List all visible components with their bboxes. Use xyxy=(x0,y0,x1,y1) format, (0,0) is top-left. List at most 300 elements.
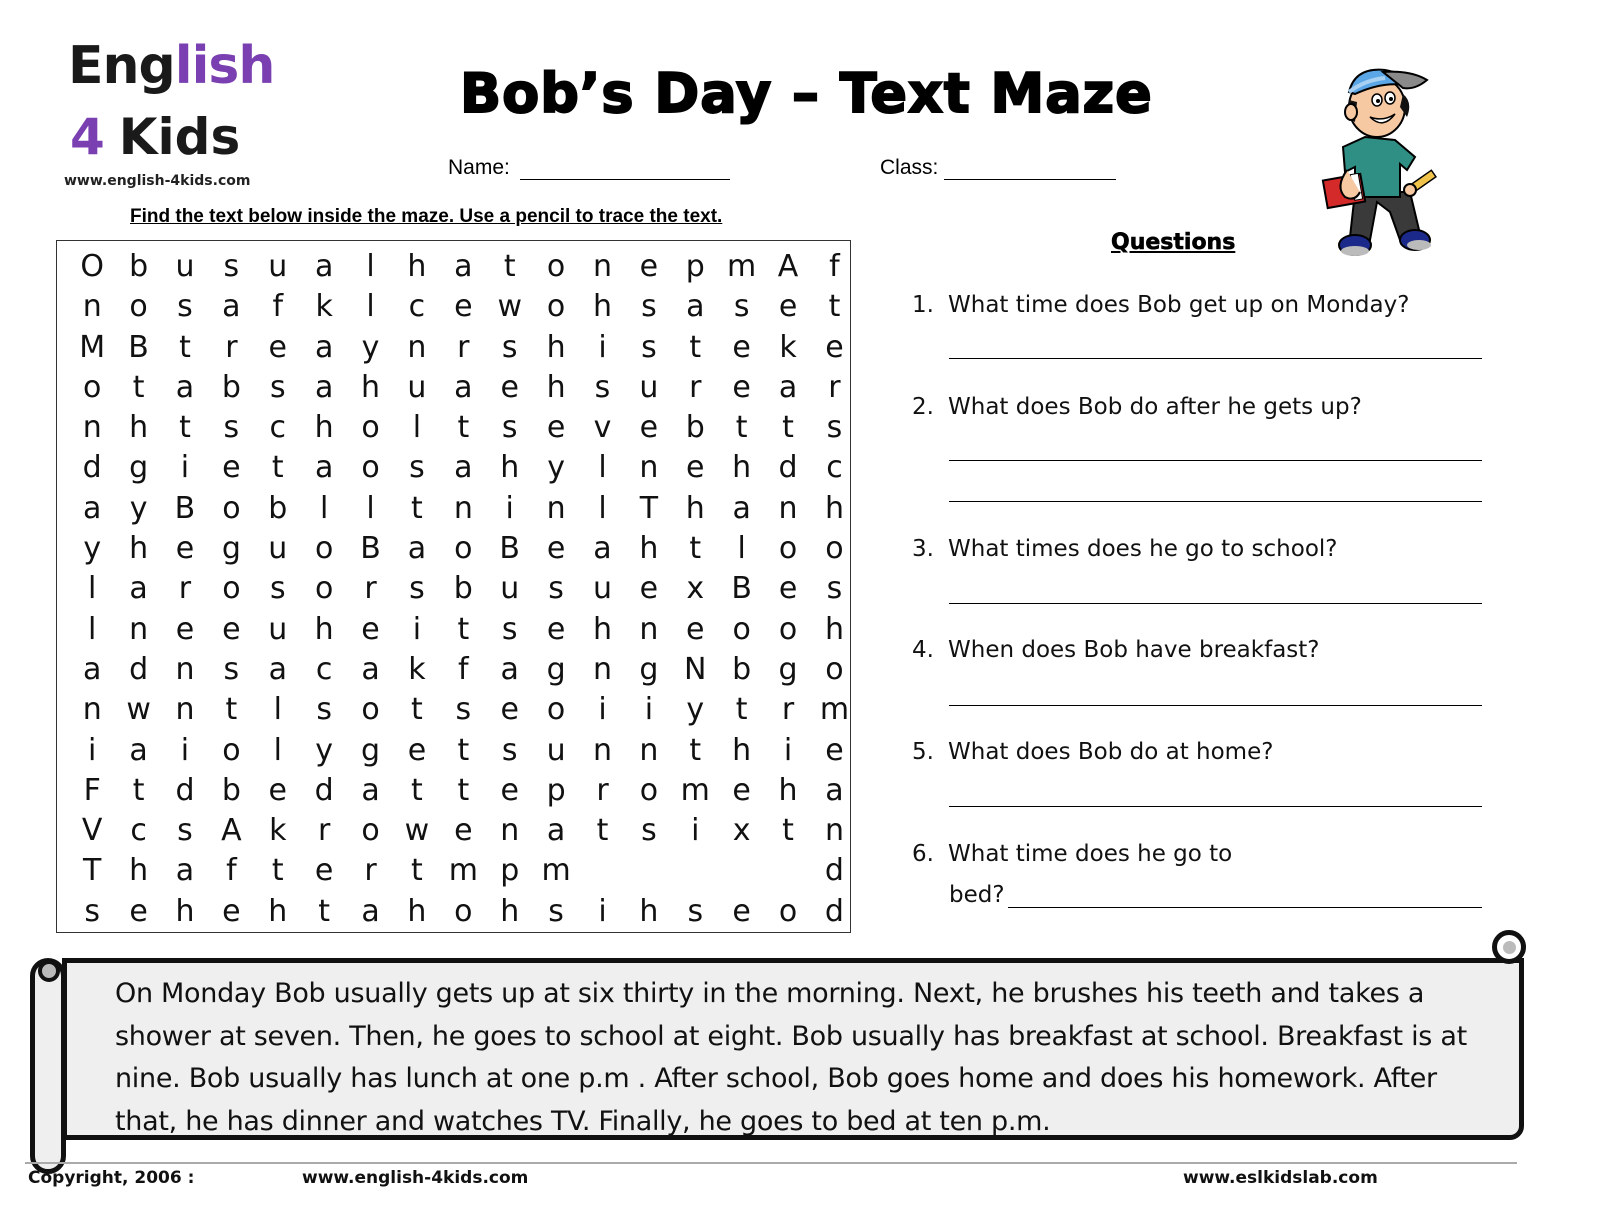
maze-cell: p xyxy=(546,772,566,808)
maze-cell: o xyxy=(825,531,844,567)
page-title: Bob’s Day – Text Maze xyxy=(460,62,1153,125)
maze-cell: e xyxy=(175,531,195,567)
maze-cell: m xyxy=(819,692,850,728)
maze-cell: t xyxy=(179,410,191,446)
maze-cell: l xyxy=(366,249,375,284)
maze-cell: t xyxy=(689,732,702,768)
maze-cell: b xyxy=(129,249,149,284)
maze-cell: u xyxy=(268,249,288,284)
maze-cell: b xyxy=(221,369,241,405)
maze-cell: w xyxy=(126,692,151,728)
maze-cell: e xyxy=(732,329,751,365)
maze-cell: a xyxy=(314,249,334,284)
name-blank-line[interactable] xyxy=(520,160,730,180)
maze-cell: n xyxy=(500,813,520,849)
maze-cell: b xyxy=(732,651,752,687)
maze-cell: t xyxy=(271,853,284,889)
word-maze xyxy=(56,240,851,933)
maze-cell: b xyxy=(453,571,473,607)
answer-line-2a[interactable] xyxy=(949,460,1482,461)
maze-cell: h xyxy=(500,893,520,929)
maze-cell: g xyxy=(639,651,659,687)
maze-cell: b xyxy=(685,410,705,446)
maze-cell: o xyxy=(222,571,241,607)
maze-cell: N xyxy=(684,651,707,687)
maze-cell: d xyxy=(824,893,844,929)
maze-cell: o xyxy=(546,692,566,728)
maze-cell: y xyxy=(361,329,380,365)
maze-cell: e xyxy=(222,611,241,647)
scroll-roll-left xyxy=(30,958,66,1174)
maze-cell: a xyxy=(454,249,473,284)
maze-cell: t xyxy=(179,329,191,365)
maze-cell: s xyxy=(641,329,657,365)
footer-link-eslkidslab[interactable]: www.eslkidslab.com xyxy=(1183,1168,1378,1188)
maze-cell: o xyxy=(825,651,844,687)
maze-cell: i xyxy=(598,893,607,929)
maze-cell: f xyxy=(226,853,237,889)
class-label: Class: xyxy=(880,156,939,179)
maze-cell: e xyxy=(268,772,287,808)
question-text: What does Bob do after he gets up? xyxy=(948,394,1362,420)
maze-cell: e xyxy=(686,611,705,647)
maze-cell: h xyxy=(824,611,844,647)
maze-cell: o xyxy=(129,289,148,325)
maze-cell: u xyxy=(268,531,288,567)
maze-cell: a xyxy=(732,490,751,526)
maze-cell: a xyxy=(825,772,844,808)
maze-cell: n xyxy=(82,289,102,325)
maze-cell: f xyxy=(458,651,469,687)
maze-cell: a xyxy=(593,531,612,567)
maze-cell: t xyxy=(689,531,702,567)
maze-cell: e xyxy=(825,732,844,768)
maze-cell: i xyxy=(412,611,422,647)
maze-cell: d xyxy=(778,450,798,486)
maze-cell: e xyxy=(546,611,566,647)
maze-cell: b xyxy=(221,772,241,808)
maze-cell xyxy=(579,851,625,891)
maze-cell: e xyxy=(778,571,798,607)
maze-cell: v xyxy=(593,410,612,446)
maze-cell: m xyxy=(727,249,757,284)
maze-cell: a xyxy=(222,289,241,325)
logo-wordmark-4kids xyxy=(70,108,241,166)
maze-cell: s xyxy=(501,329,518,365)
maze-grid xyxy=(69,247,858,932)
maze-cell: i xyxy=(88,732,97,768)
maze-cell: n xyxy=(639,732,659,768)
maze-cell: B xyxy=(499,531,520,567)
maze-cell: o xyxy=(639,772,659,808)
maze-cell: p xyxy=(685,249,705,284)
maze-cell: F xyxy=(83,772,101,808)
maze-cell: s xyxy=(641,289,657,325)
maze-cell: s xyxy=(177,289,193,325)
story-line: nine. Bob usually has lunch at one p.m . After school, Bob goes home and does his homework. After xyxy=(115,1063,1437,1094)
question-number: 5. xyxy=(912,739,934,765)
maze-cell: g xyxy=(778,651,798,687)
maze-cell: k xyxy=(408,651,426,687)
maze-cell: B xyxy=(174,490,196,526)
question-number: 6. xyxy=(912,841,934,867)
maze-cell: e xyxy=(732,772,751,808)
maze-cell: A xyxy=(777,249,799,284)
story-line: shower at seven. Then, he goes to school at eight. Bob usually has breakfast at school. Breakfast is at xyxy=(115,1020,1467,1052)
maze-cell: B xyxy=(731,571,752,607)
maze-cell: s xyxy=(594,369,611,405)
maze-cell: e xyxy=(686,450,705,486)
maze-cell: c xyxy=(315,651,333,687)
maze-cell: g xyxy=(129,450,149,486)
maze-cell xyxy=(626,851,672,891)
maze-cell: t xyxy=(132,369,145,405)
question-text: What times does he go to school? xyxy=(948,536,1338,562)
maze-cell: i xyxy=(180,450,190,486)
maze-cell: a xyxy=(454,450,473,486)
maze-cell: o xyxy=(361,450,380,486)
maze-cell: a xyxy=(686,289,705,325)
maze-cell: o xyxy=(361,410,380,446)
maze-cell: h xyxy=(592,289,612,325)
maze-cell: l xyxy=(88,571,97,607)
maze-cell: h xyxy=(732,732,752,768)
maze-cell: e xyxy=(639,571,659,607)
maze-cell: a xyxy=(314,369,334,405)
maze-cell: s xyxy=(455,692,472,728)
question-5 xyxy=(912,739,1273,765)
maze-cell: t xyxy=(782,813,794,849)
question-number: 3. xyxy=(912,536,934,562)
maze-cell: t xyxy=(411,853,423,889)
maze-cell: a xyxy=(361,772,380,808)
maze-cell: h xyxy=(732,450,752,486)
answer-line-5[interactable] xyxy=(949,806,1482,807)
logo-text-4: 4 xyxy=(70,108,105,166)
maze-cell: r xyxy=(781,692,795,728)
maze-cell: d xyxy=(175,772,195,808)
question-number: 1. xyxy=(912,292,934,318)
maze-cell: a xyxy=(546,813,566,849)
answer-line-3[interactable] xyxy=(949,603,1482,604)
maze-cell: n xyxy=(592,249,612,284)
maze-cell: n xyxy=(175,692,195,728)
maze-cell: e xyxy=(314,853,334,889)
maze-cell: n xyxy=(546,490,566,526)
maze-cell: o xyxy=(361,692,380,728)
maze-cell: e xyxy=(361,611,380,647)
maze-cell: n xyxy=(407,329,427,365)
maze-cell: d xyxy=(824,853,844,889)
maze-cell: s xyxy=(548,893,564,929)
question-text: When does Bob have breakfast? xyxy=(948,637,1320,663)
question-4 xyxy=(912,637,1320,663)
maze-cell: k xyxy=(315,289,333,325)
maze-cell: g xyxy=(361,732,381,768)
maze-cell: o xyxy=(732,611,751,647)
maze-cell: a xyxy=(175,853,195,889)
maze-cell: a xyxy=(454,369,473,405)
maze-cell: t xyxy=(503,249,516,284)
maze-cell: n xyxy=(82,692,102,728)
maze-cell: n xyxy=(824,813,844,849)
maze-cell: h xyxy=(268,893,288,929)
logo-url: www.english-4kids.com xyxy=(64,173,251,189)
answer-line-4[interactable] xyxy=(949,705,1482,706)
question-3 xyxy=(912,536,1337,562)
maze-cell: u xyxy=(407,369,427,405)
maze-cell: u xyxy=(500,571,520,607)
maze-cell: s xyxy=(733,289,750,325)
maze-cell: h xyxy=(546,369,566,405)
maze-cell: f xyxy=(272,289,284,325)
maze-cell: n xyxy=(778,490,798,526)
maze-cell: c xyxy=(130,813,147,849)
maze-cell: a xyxy=(361,651,380,687)
maze-cell: k xyxy=(269,813,287,849)
maze-cell: s xyxy=(177,813,193,849)
maze-cell: t xyxy=(457,611,470,647)
maze-cell: n xyxy=(592,651,612,687)
logo-text-kids: Kids xyxy=(118,108,241,166)
scroll-body xyxy=(62,958,1524,1140)
maze-cell: d xyxy=(314,772,334,808)
maze-cell: h xyxy=(129,410,149,446)
maze-cell: s xyxy=(223,249,240,284)
logo-wordmark-english xyxy=(68,36,275,96)
questions-heading: Questions xyxy=(1111,230,1236,255)
maze-cell: y xyxy=(315,732,334,768)
maze-cell: M xyxy=(79,329,106,365)
maze-cell: u xyxy=(546,732,566,768)
maze-cell: e xyxy=(825,329,844,365)
maze-cell: y xyxy=(547,450,565,486)
maze-cell: t xyxy=(271,450,284,486)
maze-cell: t xyxy=(411,490,423,526)
maze-cell: e xyxy=(500,369,519,405)
maze-cell: h xyxy=(778,772,798,808)
maze-cell: d xyxy=(129,651,149,687)
maze-cell: t xyxy=(689,329,702,365)
maze-cell: o xyxy=(546,289,566,325)
maze-cell: s xyxy=(826,571,843,607)
maze-cell: e xyxy=(639,249,659,284)
maze-cell: B xyxy=(128,329,149,365)
footer-copyright: Copyright, 2006 : xyxy=(28,1168,195,1188)
question-number: 4. xyxy=(912,637,934,663)
maze-cell: t xyxy=(457,732,470,768)
maze-cell: y xyxy=(129,490,148,526)
footer-link-english4kids[interactable]: www.english-4kids.com xyxy=(302,1168,529,1188)
maze-cell: w xyxy=(404,813,430,849)
question-text: What time does Bob get up on Monday? xyxy=(948,292,1410,318)
story-line: On Monday Bob usually gets up at six thirty in the morning. Next, he brushes his teeth and takes a xyxy=(115,978,1425,1009)
maze-cell: m xyxy=(680,772,710,808)
maze-cell: a xyxy=(175,369,195,405)
maze-cell: h xyxy=(639,531,659,567)
maze-cell: B xyxy=(360,531,381,567)
maze-cell: n xyxy=(453,490,473,526)
maze-cell: o xyxy=(222,732,241,768)
logo-text-lish: lish xyxy=(174,36,275,96)
maze-cell: f xyxy=(829,249,840,284)
maze-cell: e xyxy=(546,531,566,567)
question-text: What time does he go to xyxy=(948,841,1233,867)
maze-cell: s xyxy=(316,692,332,728)
maze-cell: y xyxy=(686,692,705,728)
maze-cell: a xyxy=(129,571,148,607)
maze-cell: r xyxy=(364,853,377,889)
maze-cell: o xyxy=(361,813,380,849)
maze-cell: u xyxy=(639,369,659,405)
maze-cell: h xyxy=(407,249,427,284)
maze-cell: r xyxy=(596,772,609,808)
scroll-curl-right-icon xyxy=(1492,930,1526,964)
maze-cell: a xyxy=(314,450,334,486)
maze-cell: t xyxy=(411,772,423,808)
maze-cell: l xyxy=(412,410,422,446)
answer-line-6[interactable] xyxy=(1008,907,1482,908)
maze-cell: t xyxy=(596,813,609,849)
maze-cell: t xyxy=(782,410,794,446)
english-4-kids-logo xyxy=(62,36,277,195)
maze-cell: r xyxy=(828,369,841,405)
maze-cell: h xyxy=(500,450,520,486)
maze-cell: s xyxy=(687,893,704,929)
maze-cell: s xyxy=(269,369,286,405)
maze-cell: h xyxy=(314,611,334,647)
maze-cell: o xyxy=(454,531,473,567)
maze-cell: t xyxy=(411,692,423,728)
answer-line-2b[interactable] xyxy=(949,501,1482,502)
maze-cell: o xyxy=(222,490,241,526)
maze-cell: m xyxy=(448,853,478,889)
maze-cell: t xyxy=(225,692,238,728)
maze-cell: a xyxy=(361,893,380,929)
maze-cell: a xyxy=(778,369,798,405)
maze-cell: i xyxy=(598,329,607,365)
maze-cell: o xyxy=(778,531,798,567)
maze-cell: h xyxy=(175,893,195,929)
maze-cell: n xyxy=(82,410,102,446)
maze-cell: w xyxy=(497,289,522,325)
maze-cell: V xyxy=(81,813,103,849)
maze-cell: e xyxy=(268,329,287,365)
maze-cell: e xyxy=(778,289,798,325)
maze-cell: e xyxy=(129,893,148,929)
maze-cell: a xyxy=(500,651,519,687)
maze-cell: o xyxy=(454,893,473,929)
maze-cell: d xyxy=(82,450,102,486)
maze-cell: t xyxy=(828,289,841,325)
maze-cell: e xyxy=(222,450,241,486)
maze-cell: h xyxy=(639,893,659,929)
story-line: that, he has dinner and watches TV. Finally, he goes to bed at ten p.m. xyxy=(115,1105,1051,1137)
maze-cell: h xyxy=(129,853,149,889)
maze-cell: e xyxy=(175,611,195,647)
maze-cell: i xyxy=(598,692,607,728)
maze-cell: l xyxy=(366,490,375,526)
maze-cell: x xyxy=(732,813,751,849)
maze-cell: c xyxy=(408,289,426,325)
maze-cell: k xyxy=(779,329,797,365)
maze-cell: s xyxy=(409,571,425,607)
maze-cell: s xyxy=(409,450,425,486)
maze-cell: p xyxy=(500,853,520,889)
maze-cell: e xyxy=(500,692,519,728)
maze-cell: s xyxy=(269,571,286,607)
maze-cell: e xyxy=(454,289,473,325)
maze-cell: g xyxy=(221,531,241,567)
maze-cell: r xyxy=(457,329,470,365)
maze-cell: o xyxy=(314,571,334,607)
maze-cell: h xyxy=(314,410,334,446)
maze-cell xyxy=(672,851,718,891)
maze-cell xyxy=(765,851,811,891)
maze-cell: l xyxy=(598,490,607,526)
maze-cell: o xyxy=(83,369,102,405)
question-2 xyxy=(912,394,1362,420)
maze-cell: e xyxy=(639,410,659,446)
maze-cell: e xyxy=(222,893,241,929)
maze-cell: a xyxy=(129,732,148,768)
maze-cell: g xyxy=(546,651,566,687)
maze-cell: t xyxy=(457,772,470,808)
maze-cell: a xyxy=(83,490,102,526)
logo-text-eng: Eng xyxy=(68,36,175,96)
maze-cell: s xyxy=(548,571,564,607)
maze-cell: e xyxy=(732,893,751,929)
class-field xyxy=(880,156,1116,180)
maze-cell: i xyxy=(644,692,654,728)
maze-cell: s xyxy=(501,732,518,768)
answer-line-1[interactable] xyxy=(949,358,1482,359)
maze-cell: l xyxy=(319,490,329,526)
maze-cell: a xyxy=(314,329,334,365)
footer-divider xyxy=(25,1162,1517,1164)
maze-cell: c xyxy=(826,450,843,486)
maze-cell: x xyxy=(686,571,705,607)
maze-cell: e xyxy=(407,732,427,768)
maze-cell: y xyxy=(83,531,102,567)
maze-cell: t xyxy=(132,772,145,808)
maze-cell: l xyxy=(598,450,607,486)
story-text xyxy=(115,973,1495,1143)
maze-cell: a xyxy=(83,651,102,687)
maze-cell: l xyxy=(366,289,375,325)
maze-cell: t xyxy=(318,893,331,929)
maze-cell: e xyxy=(732,369,751,405)
maze-cell: i xyxy=(505,490,514,526)
maze-cell: e xyxy=(546,410,566,446)
maze-cell: o xyxy=(778,611,798,647)
maze-cell: h xyxy=(361,369,381,405)
question-6 xyxy=(912,841,1232,867)
maze-cell: n xyxy=(129,611,149,647)
maze-cell: a xyxy=(407,531,427,567)
maze-cell: u xyxy=(592,571,612,607)
maze-cell: i xyxy=(783,732,793,768)
class-blank-line[interactable] xyxy=(944,160,1116,180)
instruction-text: Find the text below inside the maze. Use a pencil to trace the text. xyxy=(130,206,723,227)
maze-cell: c xyxy=(269,410,286,446)
maze-cell: r xyxy=(364,571,377,607)
maze-cell: s xyxy=(223,651,240,687)
maze-cell: h xyxy=(546,329,566,365)
maze-cell: u xyxy=(175,249,195,284)
maze-cell: s xyxy=(501,410,518,446)
maze-cell: o xyxy=(546,249,566,284)
